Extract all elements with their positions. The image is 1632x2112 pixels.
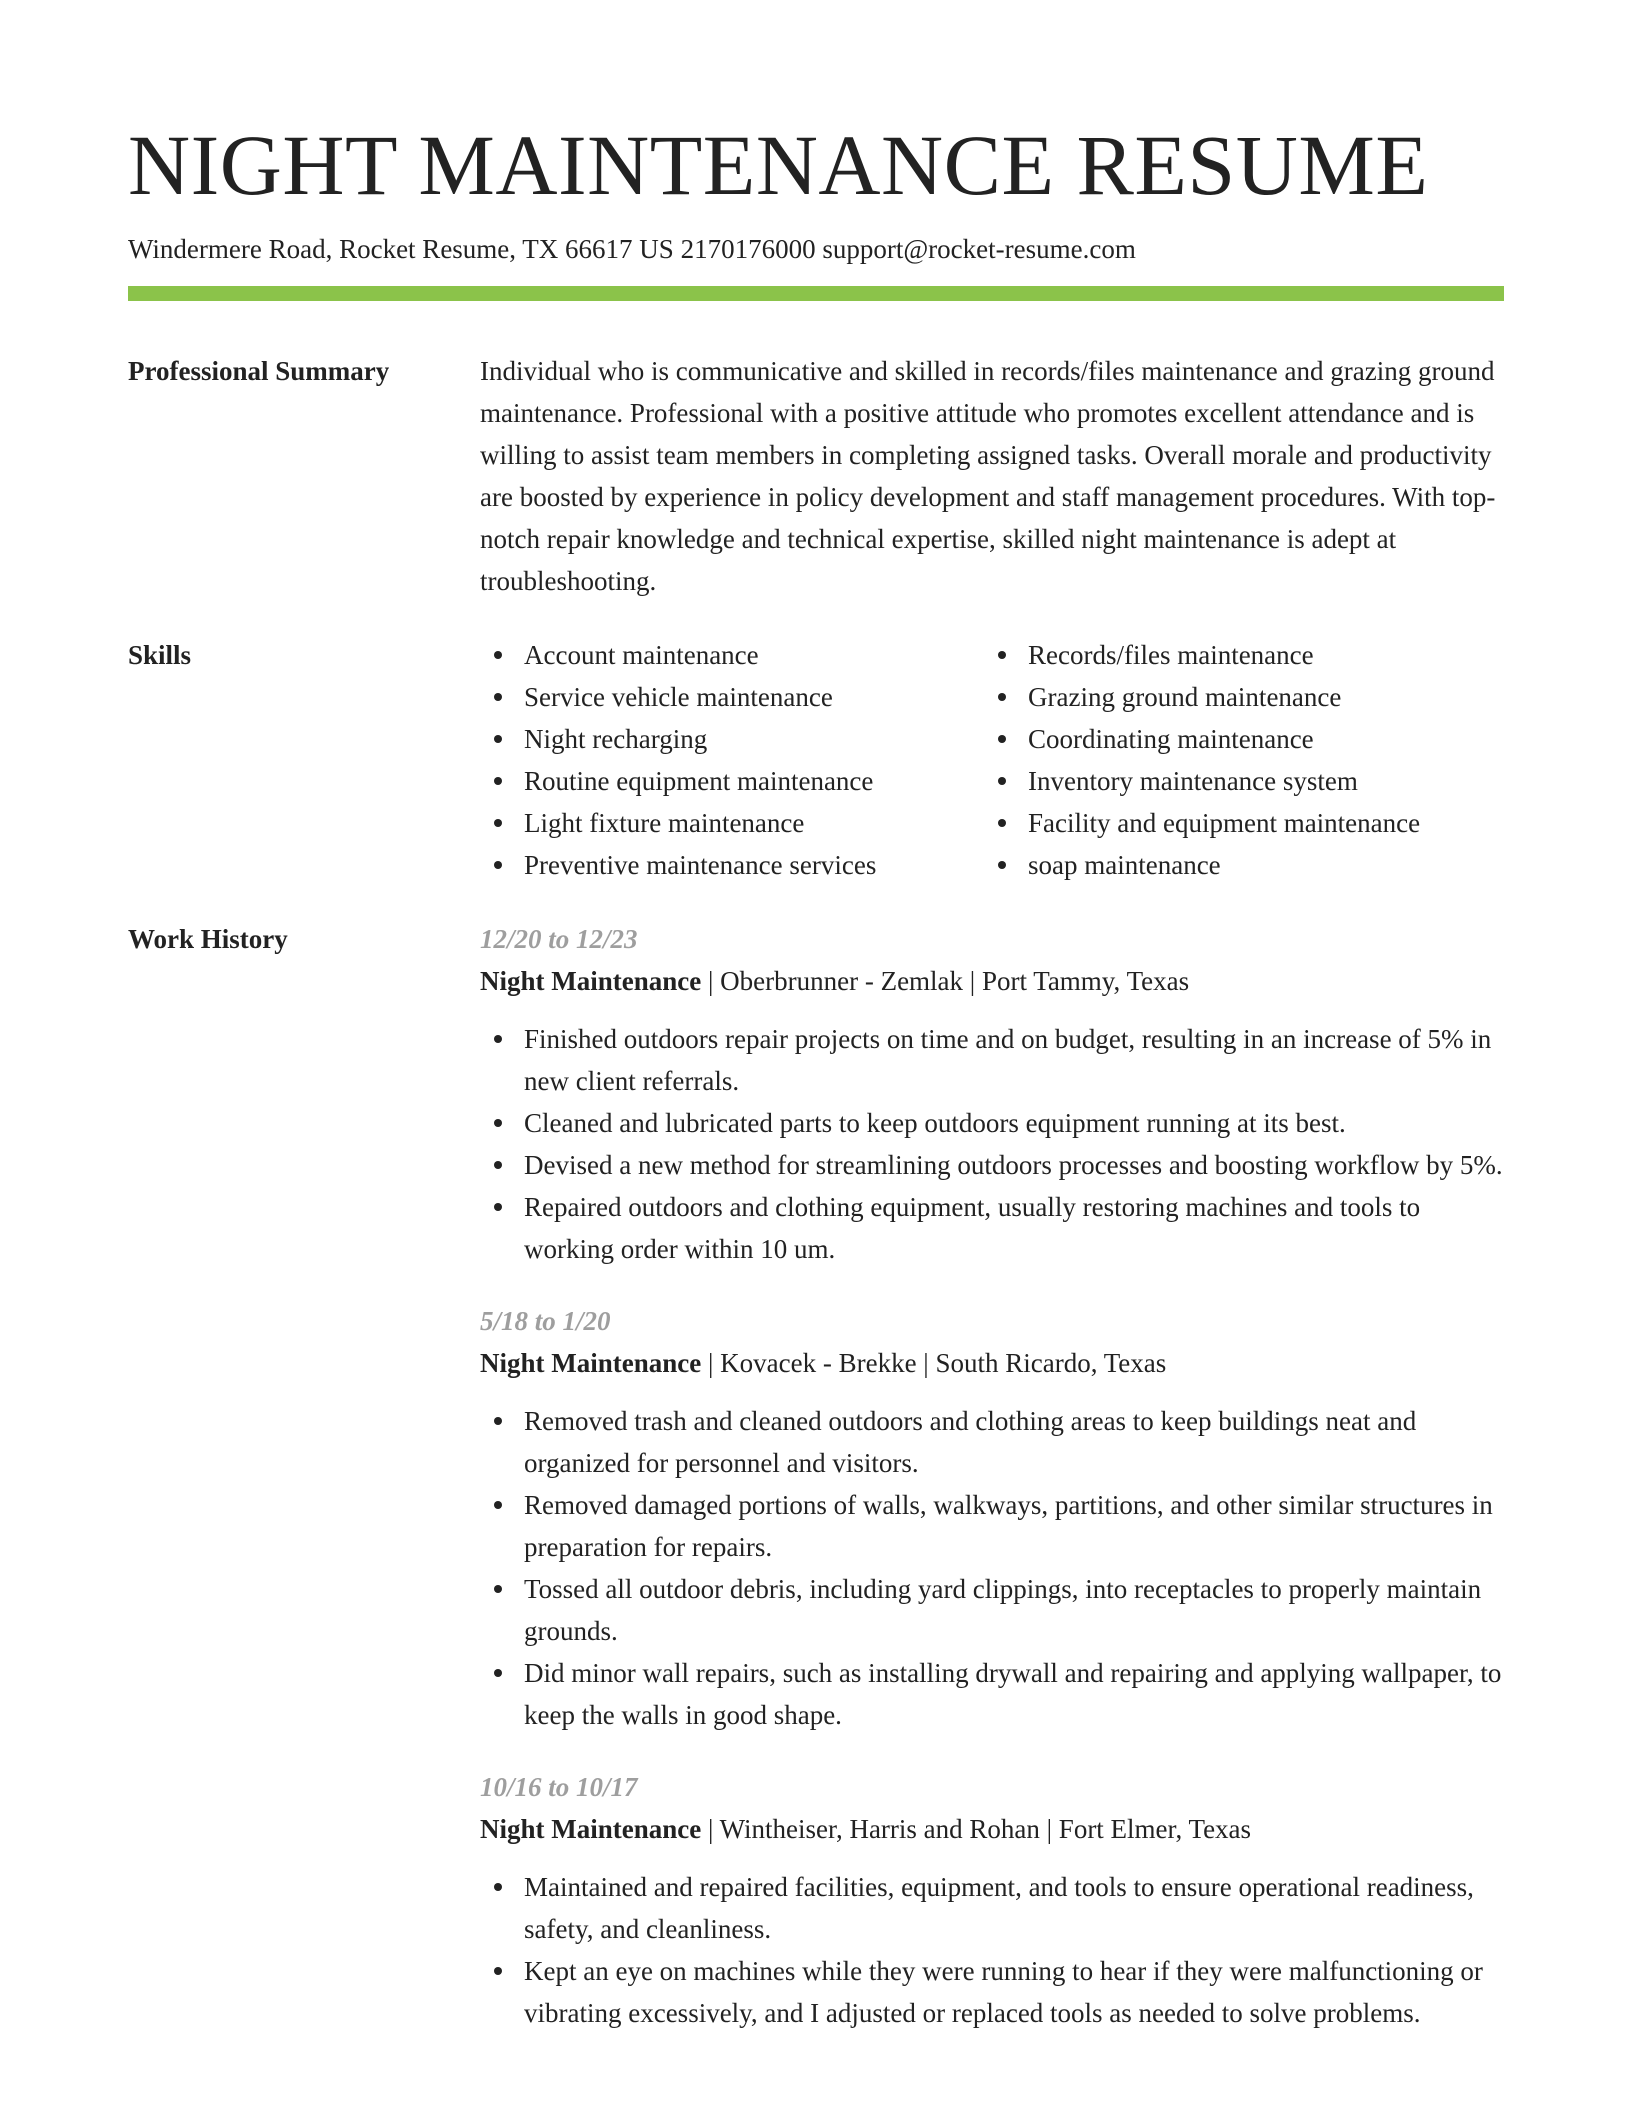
job-employer: | Oberbrunner - Zemlak | Port Tammy, Texas [701,966,1190,996]
job-dates: 12/20 to 12/23 [480,924,638,954]
job-duties [480,1018,1504,1270]
accent-divider [128,286,1504,301]
job-duty: Removed trash and cleaned outdoors and clothing areas to keep buildings neat and organized for personnel and visitors. [480,1400,1504,1484]
skills-column-1 [480,634,984,886]
job-heading [480,1808,1504,1850]
job-dates: 5/18 to 1/20 [480,1306,611,1336]
summary-section [128,350,1504,610]
job-heading [480,960,1504,1002]
job-duties [480,1866,1504,2034]
job-employer: | Wintheiser, Harris and Rohan | Fort Elmer, Texas [701,1814,1252,1844]
summary-heading: Professional Summary [128,356,390,386]
skill-item: soap maintenance [984,844,1504,886]
job-duty: Tossed all outdoor debris, including yard clippings, into receptacles to properly maintain grounds. [480,1568,1504,1652]
job-duty: Cleaned and lubricated parts to keep outdoors equipment running at its best. [480,1102,1504,1144]
contact-line: Windermere Road, Rocket Resume, TX 66617 US 2170176000 support@rocket-resume.com [128,234,1136,264]
job-heading [480,1342,1504,1384]
skill-item: Light fixture maintenance [480,802,984,844]
skills-section [128,634,1504,894]
job-duties [480,1400,1504,1736]
job-title: Night Maintenance [480,966,702,996]
summary-text: Individual who is communicative and skilled in records/files maintenance and grazing ground maintenance. Professional with a positive attitude who promotes excellent attendance and is willing to assist team members in completing assigned tasks. Overall morale and productivity are boosted by experience in policy development and staff management procedures. With top-notch repair knowledge and technical expertise, skilled night maintenance is adept at troubleshooting. [480,356,1496,596]
job-title: Night Maintenance [480,1814,702,1844]
job-title: Night Maintenance [480,1348,702,1378]
skills-list [480,634,1504,886]
job-entry [480,1766,1504,2034]
job-entry [480,1300,1504,1736]
skill-item: Account maintenance [480,634,984,676]
skill-item: Preventive maintenance services [480,844,984,886]
job-duty: Devised a new method for streamlining outdoors processes and boosting workflow by 5%. [480,1144,1504,1186]
work-history-entries [480,918,1504,2064]
skill-item: Service vehicle maintenance [480,676,984,718]
job-duty: Removed damaged portions of walls, walkways, partitions, and other similar structures in preparation for repairs. [480,1484,1504,1568]
job-dates: 10/16 to 10/17 [480,1772,638,1802]
skill-item: Routine equipment maintenance [480,760,984,802]
work-history-heading: Work History [128,924,288,954]
skill-item: Records/files maintenance [984,634,1504,676]
job-entry [480,918,1504,1270]
skill-item: Grazing ground maintenance [984,676,1504,718]
job-duty: Maintained and repaired facilities, equipment, and tools to ensure operational readiness, safety, and cleanliness. [480,1866,1504,1950]
work-history-section [128,918,1504,2112]
job-employer: | Kovacek - Brekke | South Ricardo, Texas [701,1348,1167,1378]
skill-item: Inventory maintenance system [984,760,1504,802]
skill-item: Facility and equipment maintenance [984,802,1504,844]
skill-item: Coordinating maintenance [984,718,1504,760]
skills-heading: Skills [128,640,192,670]
skill-item: Night recharging [480,718,984,760]
job-duty: Did minor wall repairs, such as installing drywall and repairing and applying wallpaper, to keep the walls in good shape. [480,1652,1504,1736]
skills-column-2 [984,634,1504,886]
job-duty: Kept an eye on machines while they were running to hear if they were malfunctioning or vibrating excessively, and I adjusted or replaced tools as needed to solve problems. [480,1950,1504,2034]
job-duty: Repaired outdoors and clothing equipment, usually restoring machines and tools to working order within 10 um. [480,1186,1504,1270]
resume-title: NIGHT MAINTENANCE RESUME [128,117,1429,213]
job-duty: Finished outdoors repair projects on time and on budget, resulting in an increase of 5% in new client referrals. [480,1018,1504,1102]
